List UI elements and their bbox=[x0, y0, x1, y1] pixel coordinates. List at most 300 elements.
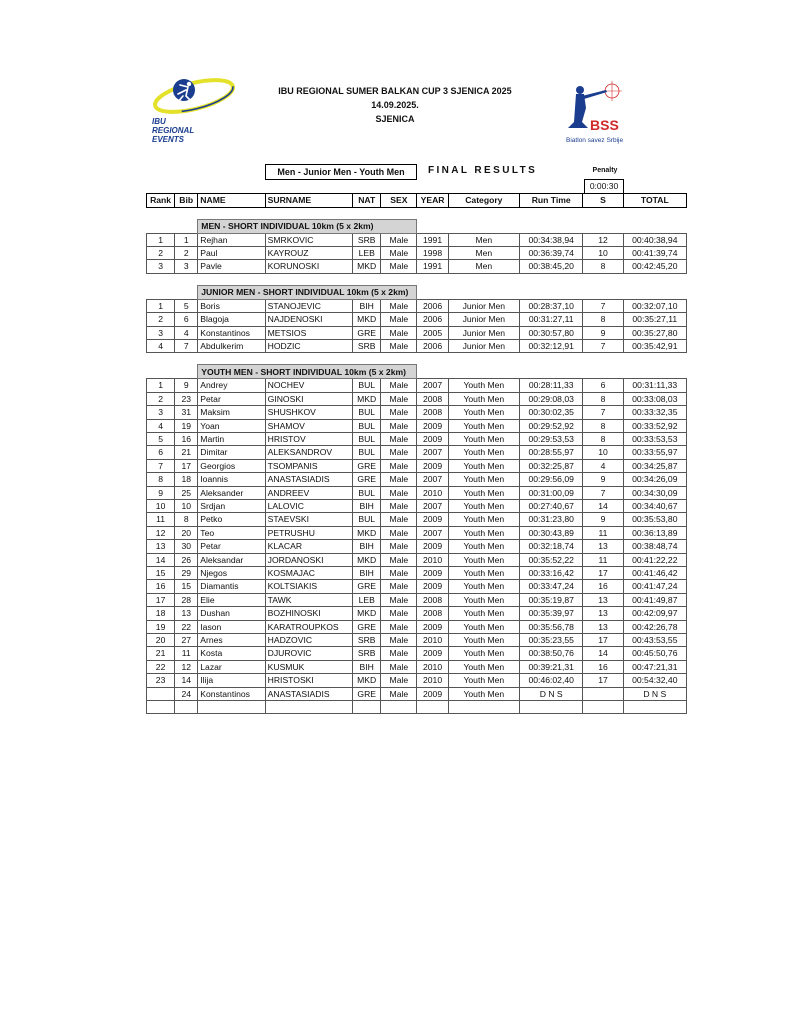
table-cell: 00:35:19,87 bbox=[520, 593, 583, 606]
table-cell: Youth Men bbox=[448, 500, 519, 513]
table-cell: 2007 bbox=[417, 526, 448, 539]
table-cell: Aleksandar bbox=[198, 553, 265, 566]
table-cell: SRB bbox=[353, 634, 381, 647]
table-cell: 15 bbox=[175, 580, 198, 593]
table-row bbox=[147, 326, 687, 339]
table-cell: 9 bbox=[583, 513, 623, 526]
table-cell: BIH bbox=[353, 299, 381, 312]
table-cell: 00:41:47,24 bbox=[623, 580, 686, 593]
ibu-regional-events-logo bbox=[150, 76, 236, 148]
table-cell bbox=[448, 701, 519, 714]
table-cell: 2006 bbox=[417, 339, 448, 352]
table-cell: Youth Men bbox=[448, 513, 519, 526]
table-cell: 00:30:02,35 bbox=[520, 406, 583, 419]
table-cell: 00:35:53,80 bbox=[623, 513, 686, 526]
table-cell: 11 bbox=[175, 647, 198, 660]
table-cell: 00:28:11,33 bbox=[520, 379, 583, 392]
table-cell: KARATROUPKOS bbox=[265, 620, 352, 633]
table-cell bbox=[147, 701, 175, 714]
table-cell: 00:31:11,33 bbox=[623, 379, 686, 392]
table-cell: D N S bbox=[520, 687, 583, 700]
table-cell: SRB bbox=[353, 339, 381, 352]
table-cell: Male bbox=[381, 299, 417, 312]
table-cell: 26 bbox=[175, 553, 198, 566]
table-cell: BIH bbox=[353, 660, 381, 673]
table-cell: Youth Men bbox=[448, 459, 519, 472]
table-cell: Male bbox=[381, 660, 417, 673]
table-cell: 3 bbox=[147, 260, 175, 273]
table-cell: 25 bbox=[175, 486, 198, 499]
table-cell: 9 bbox=[147, 486, 175, 499]
table-cell: 2010 bbox=[417, 660, 448, 673]
table-cell: SHUSHKOV bbox=[265, 406, 352, 419]
table-cell: 29 bbox=[175, 567, 198, 580]
svg-text:REGIONAL: REGIONAL bbox=[152, 126, 195, 135]
table-cell: KUSMUK bbox=[265, 660, 352, 673]
table-cell: Junior Men bbox=[448, 313, 519, 326]
svg-text:Biatlon savez Srbije: Biatlon savez Srbije bbox=[566, 137, 624, 144]
table-cell: 12 bbox=[147, 526, 175, 539]
table-cell: 17 bbox=[583, 674, 623, 687]
table-row bbox=[147, 446, 687, 459]
table-cell: GRE bbox=[353, 459, 381, 472]
table-cell: 2 bbox=[147, 246, 175, 259]
table-cell: 10 bbox=[175, 500, 198, 513]
section-header-row bbox=[147, 365, 687, 379]
table-cell: Petar bbox=[198, 540, 265, 553]
table-cell: 00:41:22,22 bbox=[623, 553, 686, 566]
table-cell: Kosta bbox=[198, 647, 265, 660]
table-cell: 00:41:39,74 bbox=[623, 246, 686, 259]
table-cell: 00:28:37,10 bbox=[520, 299, 583, 312]
table-cell: GINOSKI bbox=[265, 392, 352, 405]
table-cell: 00:36:39,74 bbox=[520, 246, 583, 259]
column-header: SURNAME bbox=[265, 194, 352, 208]
table-cell: Junior Men bbox=[448, 299, 519, 312]
table-cell: SRB bbox=[353, 647, 381, 660]
table-cell: MKD bbox=[353, 260, 381, 273]
table-cell: 11 bbox=[583, 553, 623, 566]
table-cell: Youth Men bbox=[448, 419, 519, 432]
table-cell: 00:42:09,97 bbox=[623, 607, 686, 620]
svg-text:EVENTS: EVENTS bbox=[152, 135, 185, 144]
table-row bbox=[147, 526, 687, 539]
table-cell: Youth Men bbox=[448, 580, 519, 593]
section-spacer bbox=[147, 273, 687, 285]
table-cell: Male bbox=[381, 687, 417, 700]
table-cell: 17 bbox=[583, 567, 623, 580]
section-title: YOUTH MEN - SHORT INDIVIDUAL 10km (5 x 2km) bbox=[198, 365, 417, 379]
table-cell: KORUNOSKI bbox=[265, 260, 352, 273]
table-cell: Youth Men bbox=[448, 607, 519, 620]
table-cell: 00:35:27,11 bbox=[623, 313, 686, 326]
table-cell: STAEVSKI bbox=[265, 513, 352, 526]
table-cell: 00:47:21,31 bbox=[623, 660, 686, 673]
table-cell: 17 bbox=[175, 459, 198, 472]
table-cell: 2010 bbox=[417, 486, 448, 499]
table-cell: Male bbox=[381, 339, 417, 352]
table-cell: 2007 bbox=[417, 500, 448, 513]
column-header: TOTAL bbox=[623, 194, 686, 208]
table-row bbox=[147, 647, 687, 660]
table-row bbox=[147, 299, 687, 312]
column-header: NAME bbox=[198, 194, 265, 208]
event-location: SJENICA bbox=[375, 114, 415, 124]
table-cell: GRE bbox=[353, 620, 381, 633]
table-cell: PETRUSHU bbox=[265, 526, 352, 539]
table-cell: Men bbox=[448, 260, 519, 273]
table-cell: BIH bbox=[353, 500, 381, 513]
table-cell: 2 bbox=[175, 246, 198, 259]
table-cell: 00:33:47,24 bbox=[520, 580, 583, 593]
table-cell: Rejhan bbox=[198, 233, 265, 246]
table-cell: 2 bbox=[147, 392, 175, 405]
table-cell: 13 bbox=[175, 607, 198, 620]
table-cell: 00:34:30,09 bbox=[623, 486, 686, 499]
table-row bbox=[147, 620, 687, 633]
table-cell: Blagoja bbox=[198, 313, 265, 326]
section-spacer bbox=[147, 353, 687, 365]
table-cell: Konstantinos bbox=[198, 687, 265, 700]
table-cell: 9 bbox=[583, 473, 623, 486]
table-cell: Junior Men bbox=[448, 326, 519, 339]
table-cell: 2006 bbox=[417, 299, 448, 312]
table-cell: Srdjan bbox=[198, 500, 265, 513]
table-cell: HADZOVIC bbox=[265, 634, 352, 647]
table-cell: Youth Men bbox=[448, 674, 519, 687]
table-row bbox=[147, 567, 687, 580]
table-cell: 6 bbox=[147, 446, 175, 459]
table-cell: 7 bbox=[583, 339, 623, 352]
bss-logo bbox=[562, 78, 632, 150]
column-header: Category bbox=[448, 194, 519, 208]
table-cell: 1991 bbox=[417, 260, 448, 273]
event-date: 14.09.2025. bbox=[371, 100, 419, 110]
table-cell: Abdulkerim bbox=[198, 339, 265, 352]
table-cell: JORDANOSKI bbox=[265, 553, 352, 566]
event-title: IBU REGIONAL SUMER BALKAN CUP 3 SJENICA 2025 bbox=[278, 86, 512, 96]
table-cell: 2009 bbox=[417, 419, 448, 432]
table-cell: Male bbox=[381, 326, 417, 339]
table-cell: 18 bbox=[175, 473, 198, 486]
table-row bbox=[147, 687, 687, 700]
table-cell: Maksim bbox=[198, 406, 265, 419]
table-cell: Youth Men bbox=[448, 473, 519, 486]
table-cell bbox=[583, 687, 623, 700]
section-spacer bbox=[147, 207, 687, 219]
table-cell: 19 bbox=[147, 620, 175, 633]
table-cell: 31 bbox=[175, 406, 198, 419]
table-cell: 24 bbox=[175, 687, 198, 700]
table-cell: 00:34:25,87 bbox=[623, 459, 686, 472]
table-cell: Dimitar bbox=[198, 446, 265, 459]
table-cell: 00:32:25,87 bbox=[520, 459, 583, 472]
table-row bbox=[147, 432, 687, 445]
table-cell: 2006 bbox=[417, 313, 448, 326]
table-cell: 00:35:52,22 bbox=[520, 553, 583, 566]
table-cell: 00:42:45,20 bbox=[623, 260, 686, 273]
table-cell: Junior Men bbox=[448, 339, 519, 352]
table-cell: 00:35:56,78 bbox=[520, 620, 583, 633]
table-cell: ANASTASIADIS bbox=[265, 687, 352, 700]
table-cell: 00:41:46,42 bbox=[623, 567, 686, 580]
table-cell: Male bbox=[381, 540, 417, 553]
table-cell: 00:29:08,03 bbox=[520, 392, 583, 405]
table-cell: Male bbox=[381, 674, 417, 687]
table-cell: Youth Men bbox=[448, 432, 519, 445]
table-row bbox=[147, 260, 687, 273]
table-row bbox=[147, 459, 687, 472]
table-cell: 9 bbox=[175, 379, 198, 392]
table-cell: Male bbox=[381, 246, 417, 259]
table-cell: 00:31:27,11 bbox=[520, 313, 583, 326]
table-cell: STANOJEVIC bbox=[265, 299, 352, 312]
table-cell: Aleksander bbox=[198, 486, 265, 499]
table-cell: ALEKSANDROV bbox=[265, 446, 352, 459]
table-cell: 1 bbox=[175, 233, 198, 246]
table-cell: 14 bbox=[147, 553, 175, 566]
table-cell: 22 bbox=[147, 660, 175, 673]
table-cell: Male bbox=[381, 379, 417, 392]
table-cell: Male bbox=[381, 567, 417, 580]
table-cell: Youth Men bbox=[448, 379, 519, 392]
table-cell: Youth Men bbox=[448, 647, 519, 660]
table-cell bbox=[583, 701, 623, 714]
table-cell: 13 bbox=[147, 540, 175, 553]
table-cell: Boris bbox=[198, 299, 265, 312]
table-cell: 4 bbox=[175, 326, 198, 339]
table-cell: BOZHINOSKI bbox=[265, 607, 352, 620]
table-cell: 00:43:53,55 bbox=[623, 634, 686, 647]
table-cell: 20 bbox=[147, 634, 175, 647]
table-cell: Male bbox=[381, 593, 417, 606]
section-title: JUNIOR MEN - SHORT INDIVIDUAL 10km (5 x 2km) bbox=[198, 285, 417, 299]
table-cell: 12 bbox=[583, 233, 623, 246]
table-cell: LEB bbox=[353, 246, 381, 259]
penalty-time-value: 0:00:30 bbox=[584, 179, 624, 194]
table-cell: 13 bbox=[583, 540, 623, 553]
table-cell bbox=[147, 687, 175, 700]
table-cell: Andrey bbox=[198, 379, 265, 392]
table-cell: BUL bbox=[353, 379, 381, 392]
table-cell: 2009 bbox=[417, 647, 448, 660]
penalty-label: Penalty bbox=[592, 167, 618, 174]
table-cell: Male bbox=[381, 607, 417, 620]
table-cell: 6 bbox=[175, 313, 198, 326]
table-cell bbox=[623, 701, 686, 714]
table-cell: Male bbox=[381, 406, 417, 419]
table-cell bbox=[175, 701, 198, 714]
table-row bbox=[147, 580, 687, 593]
column-header: Run Time bbox=[520, 194, 583, 208]
table-cell: Youth Men bbox=[448, 660, 519, 673]
svg-text:BSS: BSS bbox=[590, 117, 619, 133]
table-row bbox=[147, 419, 687, 432]
table-cell: Paul bbox=[198, 246, 265, 259]
section-header-row bbox=[147, 285, 687, 299]
table-row bbox=[147, 246, 687, 259]
table-cell: 10 bbox=[583, 246, 623, 259]
table-cell: 2008 bbox=[417, 406, 448, 419]
table-cell: 00:32:12,91 bbox=[520, 339, 583, 352]
table-cell: Men bbox=[448, 233, 519, 246]
table-cell: 10 bbox=[583, 446, 623, 459]
table-cell: 00:36:13,89 bbox=[623, 526, 686, 539]
table-cell: 28 bbox=[175, 593, 198, 606]
biathlete-shooter-icon bbox=[562, 78, 632, 150]
table-cell: 8 bbox=[583, 313, 623, 326]
table-cell: 00:35:27,80 bbox=[623, 326, 686, 339]
table-cell: 2008 bbox=[417, 607, 448, 620]
table-cell: Youth Men bbox=[448, 553, 519, 566]
table-cell: 00:33:08,03 bbox=[623, 392, 686, 405]
table-cell: 00:46:02,40 bbox=[520, 674, 583, 687]
table-cell: 1 bbox=[147, 299, 175, 312]
table-cell: 22 bbox=[175, 620, 198, 633]
table-cell: Pavle bbox=[198, 260, 265, 273]
table-cell: 00:54:32,40 bbox=[623, 674, 686, 687]
column-header: Rank bbox=[147, 194, 175, 208]
table-cell: 11 bbox=[583, 526, 623, 539]
table-cell: 00:33:16,42 bbox=[520, 567, 583, 580]
table-cell bbox=[417, 701, 448, 714]
final-results-heading: FINAL RESULTS bbox=[428, 165, 538, 176]
table-cell: 00:30:43,89 bbox=[520, 526, 583, 539]
results-body bbox=[147, 194, 687, 714]
table-cell: HODZIC bbox=[265, 339, 352, 352]
table-cell: 00:33:32,35 bbox=[623, 406, 686, 419]
table-cell: 14 bbox=[175, 674, 198, 687]
table-cell: 23 bbox=[147, 674, 175, 687]
table-cell: 1 bbox=[147, 233, 175, 246]
table-cell: MKD bbox=[353, 313, 381, 326]
table-cell: Youth Men bbox=[448, 446, 519, 459]
table-cell: Georgios bbox=[198, 459, 265, 472]
table-cell bbox=[198, 701, 265, 714]
table-cell: ANASTASIADIS bbox=[265, 473, 352, 486]
table-cell: 16 bbox=[147, 580, 175, 593]
table-cell: 00:29:56,09 bbox=[520, 473, 583, 486]
table-cell: Njegos bbox=[198, 567, 265, 580]
table-cell: 4 bbox=[147, 419, 175, 432]
table-cell: 2007 bbox=[417, 379, 448, 392]
table-cell: Teo bbox=[198, 526, 265, 539]
table-cell: Male bbox=[381, 446, 417, 459]
table-cell: KOSMAJAC bbox=[265, 567, 352, 580]
table-cell: 3 bbox=[175, 260, 198, 273]
table-cell: LEB bbox=[353, 593, 381, 606]
table-cell: KOLTSIAKIS bbox=[265, 580, 352, 593]
table-cell: 7 bbox=[583, 406, 623, 419]
column-header: Bib bbox=[175, 194, 198, 208]
table-cell: 00:35:23,55 bbox=[520, 634, 583, 647]
table-cell: Male bbox=[381, 419, 417, 432]
table-cell: HRISTOV bbox=[265, 432, 352, 445]
table-cell: Petko bbox=[198, 513, 265, 526]
table-cell: D N S bbox=[623, 687, 686, 700]
table-cell: 27 bbox=[175, 634, 198, 647]
table-cell: SMRKOVIC bbox=[265, 233, 352, 246]
table-cell: 9 bbox=[583, 326, 623, 339]
table-cell: 1998 bbox=[417, 246, 448, 259]
table-row bbox=[147, 701, 687, 714]
table-cell: 00:45:50,76 bbox=[623, 647, 686, 660]
table-cell: METSIOS bbox=[265, 326, 352, 339]
table-cell: 2009 bbox=[417, 567, 448, 580]
table-cell: 2007 bbox=[417, 473, 448, 486]
table-cell: Yoan bbox=[198, 419, 265, 432]
table-cell: SRB bbox=[353, 233, 381, 246]
table-cell: 23 bbox=[175, 392, 198, 405]
column-header-row bbox=[147, 194, 687, 208]
table-cell: 3 bbox=[147, 406, 175, 419]
table-cell: Arnes bbox=[198, 634, 265, 647]
table-cell: Male bbox=[381, 553, 417, 566]
column-header: SEX bbox=[381, 194, 417, 208]
table-cell: 7 bbox=[175, 339, 198, 352]
table-cell: Youth Men bbox=[448, 392, 519, 405]
table-cell: KLACAR bbox=[265, 540, 352, 553]
table-cell: 16 bbox=[583, 580, 623, 593]
table-cell: Male bbox=[381, 647, 417, 660]
table-cell: 21 bbox=[175, 446, 198, 459]
table-cell: Male bbox=[381, 392, 417, 405]
table-cell: BUL bbox=[353, 513, 381, 526]
table-cell: MKD bbox=[353, 392, 381, 405]
table-cell: Male bbox=[381, 620, 417, 633]
table-cell: 00:30:57,80 bbox=[520, 326, 583, 339]
table-cell: GRE bbox=[353, 687, 381, 700]
table-cell: Youth Men bbox=[448, 526, 519, 539]
table-cell: Ioannis bbox=[198, 473, 265, 486]
table-row bbox=[147, 513, 687, 526]
table-cell: 8 bbox=[583, 392, 623, 405]
table-cell: NOCHEV bbox=[265, 379, 352, 392]
table-cell: DJUROVIC bbox=[265, 647, 352, 660]
table-cell: Youth Men bbox=[448, 687, 519, 700]
table-cell: 00:41:49,87 bbox=[623, 593, 686, 606]
table-cell bbox=[265, 701, 352, 714]
table-cell: Male bbox=[381, 459, 417, 472]
table-cell: 21 bbox=[147, 647, 175, 660]
table-row bbox=[147, 233, 687, 246]
table-cell: 18 bbox=[147, 607, 175, 620]
table-cell: 20 bbox=[175, 526, 198, 539]
table-cell: MKD bbox=[353, 674, 381, 687]
table-cell: 00:31:23,80 bbox=[520, 513, 583, 526]
table-cell: MKD bbox=[353, 553, 381, 566]
table-cell: 00:39:21,31 bbox=[520, 660, 583, 673]
table-row bbox=[147, 500, 687, 513]
table-cell: 16 bbox=[175, 432, 198, 445]
table-cell: GRE bbox=[353, 580, 381, 593]
table-cell: 00:29:53,53 bbox=[520, 432, 583, 445]
table-row bbox=[147, 406, 687, 419]
table-cell: 7 bbox=[583, 486, 623, 499]
section-title: MEN - SHORT INDIVIDUAL 10km (5 x 2km) bbox=[198, 219, 417, 233]
table-cell: Youth Men bbox=[448, 406, 519, 419]
table-cell: 00:33:55,97 bbox=[623, 446, 686, 459]
table-cell: Men bbox=[448, 246, 519, 259]
column-header: NAT bbox=[353, 194, 381, 208]
table-cell: NAJDENOSKI bbox=[265, 313, 352, 326]
table-cell: Male bbox=[381, 313, 417, 326]
table-cell: 2010 bbox=[417, 634, 448, 647]
table-cell: 10 bbox=[147, 500, 175, 513]
table-cell: 2008 bbox=[417, 593, 448, 606]
table-cell: MKD bbox=[353, 607, 381, 620]
table-cell bbox=[520, 701, 583, 714]
